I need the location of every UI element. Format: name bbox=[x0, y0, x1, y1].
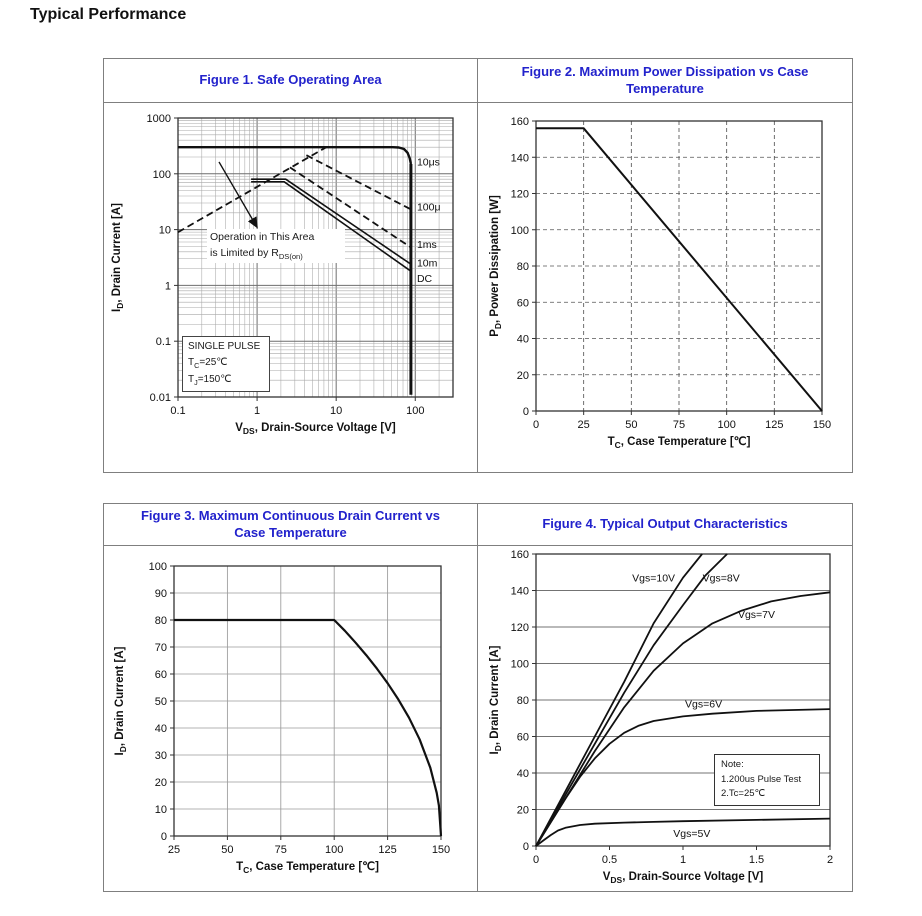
svg-text:75: 75 bbox=[274, 844, 287, 856]
figure2-body bbox=[478, 103, 852, 472]
svg-text:25: 25 bbox=[167, 844, 181, 856]
svg-text:40: 40 bbox=[516, 768, 529, 780]
svg-text:90: 90 bbox=[154, 588, 167, 600]
operation-note-line2-text: is Limited by R bbox=[210, 246, 279, 259]
note-line1: Note: bbox=[721, 759, 744, 770]
svg-text:ID, Drain Current [A]: $I_D$, Drain Current [A] bbox=[114, 646, 128, 756]
svg-text:10μs: 10μs bbox=[416, 156, 440, 169]
svg-text:70: 70 bbox=[154, 642, 167, 654]
svg-text:100: 100 bbox=[717, 419, 736, 431]
svg-text:30: 30 bbox=[154, 750, 167, 762]
figure4-note-box bbox=[714, 754, 820, 806]
figure1-title: Figure 1. Safe Operating Area bbox=[104, 59, 478, 103]
svg-text:50: 50 bbox=[154, 696, 167, 708]
figure4-title: Figure 4. Typical Output Characteristics bbox=[478, 504, 852, 546]
svg-text:80: 80 bbox=[516, 695, 529, 707]
svg-text:160: 160 bbox=[510, 549, 529, 561]
svg-text:1: 1 bbox=[254, 405, 261, 417]
svg-text:20: 20 bbox=[154, 777, 167, 789]
figure1-soa-chart bbox=[104, 103, 477, 472]
figure3-body bbox=[104, 546, 478, 891]
single-pulse-line2 bbox=[188, 355, 264, 372]
svg-text:2: 2 bbox=[826, 854, 834, 866]
svg-text:0: 0 bbox=[522, 406, 529, 418]
svg-text:Vgs=10V: Vgs=10V bbox=[632, 572, 676, 585]
figure3-drain-current-chart bbox=[104, 546, 477, 891]
svg-text:160: 160 bbox=[510, 116, 529, 128]
svg-text:10: 10 bbox=[154, 804, 167, 816]
svg-text:100: 100 bbox=[152, 168, 171, 181]
svg-text:100μ: 100μ bbox=[416, 201, 441, 214]
svg-text:100: 100 bbox=[325, 844, 344, 856]
svg-text:50: 50 bbox=[625, 419, 638, 431]
tc-subscript: C bbox=[194, 361, 200, 371]
svg-text:0.01: 0.01 bbox=[149, 392, 171, 404]
svg-text:1: 1 bbox=[679, 854, 687, 866]
svg-text:120: 120 bbox=[510, 188, 529, 201]
figure-table-top bbox=[103, 58, 853, 473]
single-pulse-line1: SINGLE PULSE bbox=[188, 341, 261, 352]
svg-text:0.1: 0.1 bbox=[155, 336, 171, 349]
svg-text:1: 1 bbox=[164, 280, 171, 293]
svg-text:0.1: 0.1 bbox=[170, 405, 186, 417]
figure4-output-characteristics-chart bbox=[478, 546, 852, 891]
svg-text:150: 150 bbox=[431, 844, 451, 856]
svg-text:120: 120 bbox=[510, 622, 529, 634]
tj-subscript: J bbox=[194, 377, 198, 387]
svg-text:1.5: 1.5 bbox=[748, 854, 765, 866]
svg-text:40: 40 bbox=[154, 723, 167, 735]
svg-text:40: 40 bbox=[516, 333, 529, 346]
figure3-title: Figure 3. Maximum Continuous Drain Current vs Case Temperature bbox=[104, 504, 478, 546]
tj-symbol: T bbox=[188, 373, 195, 385]
svg-text:PD, Power Dissipation [W]: $P_D$, Power Dissipation [W] bbox=[489, 195, 503, 337]
svg-text:ID, Drain Current [A]: $I_D$, Drain Current [A] bbox=[111, 202, 125, 313]
svg-text:Vgs=7V: Vgs=7V bbox=[737, 608, 776, 621]
svg-text:0: 0 bbox=[160, 831, 167, 843]
svg-text:20: 20 bbox=[516, 369, 529, 382]
svg-text:ID, Drain Current [A]: $I_D$, Drain Current [A] bbox=[489, 645, 503, 755]
svg-text:1ms: 1ms bbox=[416, 238, 437, 251]
single-pulse-line3 bbox=[188, 372, 264, 389]
svg-text:0: 0 bbox=[522, 841, 529, 853]
svg-text:Vgs=8V: Vgs=8V bbox=[702, 572, 740, 585]
svg-text:100: 100 bbox=[406, 405, 425, 417]
svg-text:100: 100 bbox=[510, 224, 529, 237]
operation-note-line2 bbox=[210, 246, 342, 262]
svg-text:Vgs=6V: Vgs=6V bbox=[685, 698, 723, 711]
svg-text:0: 0 bbox=[532, 419, 540, 431]
svg-text:10m: 10m bbox=[416, 257, 438, 270]
figure1-body bbox=[104, 103, 478, 472]
svg-text:60: 60 bbox=[516, 731, 529, 744]
svg-text:100: 100 bbox=[510, 658, 529, 671]
svg-text:0: 0 bbox=[532, 854, 540, 866]
svg-text:TC, Case Temperature [℃]: $T_C$, Case Temperature [℃] bbox=[236, 861, 379, 875]
svg-text:60: 60 bbox=[154, 669, 167, 681]
page-title: Typical Performance bbox=[30, 6, 187, 23]
svg-text:10: 10 bbox=[330, 405, 343, 417]
figure1-operation-note bbox=[207, 229, 345, 263]
svg-text:75: 75 bbox=[672, 419, 686, 431]
svg-text:DC: DC bbox=[416, 273, 433, 286]
note-line2: 1.200us Pulse Test bbox=[721, 773, 802, 785]
svg-text:0.5: 0.5 bbox=[601, 854, 618, 866]
figure1-single-pulse-box bbox=[182, 336, 270, 392]
svg-text:80: 80 bbox=[154, 615, 167, 627]
figure2-power-dissipation-chart bbox=[478, 103, 852, 472]
svg-text:125: 125 bbox=[765, 419, 784, 431]
svg-text:140: 140 bbox=[510, 585, 529, 598]
note-line3: 2.Tc=25℃ bbox=[721, 788, 766, 800]
svg-text:150: 150 bbox=[812, 419, 832, 431]
figure-table-bottom bbox=[103, 503, 853, 892]
svg-text:25: 25 bbox=[577, 419, 590, 431]
operation-note-line2-sub: DS(on) bbox=[278, 251, 303, 261]
svg-text:10: 10 bbox=[158, 224, 171, 237]
svg-text:Vgs=5V: Vgs=5V bbox=[673, 827, 711, 840]
figure2-title: Figure 2. Maximum Power Dissipation vs Case Temperature bbox=[478, 59, 852, 103]
tc-value: =25℃ bbox=[199, 357, 228, 369]
figure4-body bbox=[478, 546, 852, 891]
svg-text:1000: 1000 bbox=[146, 113, 171, 125]
svg-text:140: 140 bbox=[510, 152, 529, 165]
svg-text:125: 125 bbox=[378, 844, 397, 856]
svg-text:VDS, Drain-Source Voltage [V]: $V_{DS}$, Drain-Source Voltage [V] bbox=[602, 871, 764, 885]
tj-value: =150℃ bbox=[197, 373, 232, 385]
svg-text:80: 80 bbox=[516, 261, 529, 273]
svg-text:50: 50 bbox=[221, 844, 234, 856]
svg-text:60: 60 bbox=[516, 297, 529, 310]
tc-symbol: T bbox=[188, 357, 195, 369]
svg-text:20: 20 bbox=[516, 804, 529, 817]
operation-note-line1: Operation in This Area bbox=[210, 231, 315, 243]
svg-text:TC, Case Temperature [℃]: $T_C$, Case Temperature [℃] bbox=[607, 436, 751, 450]
svg-text:100: 100 bbox=[148, 561, 167, 573]
svg-text:VDS, Drain-Source Voltage [V]: $V_{DS}$, Drain-Source Voltage [V] bbox=[235, 422, 396, 436]
